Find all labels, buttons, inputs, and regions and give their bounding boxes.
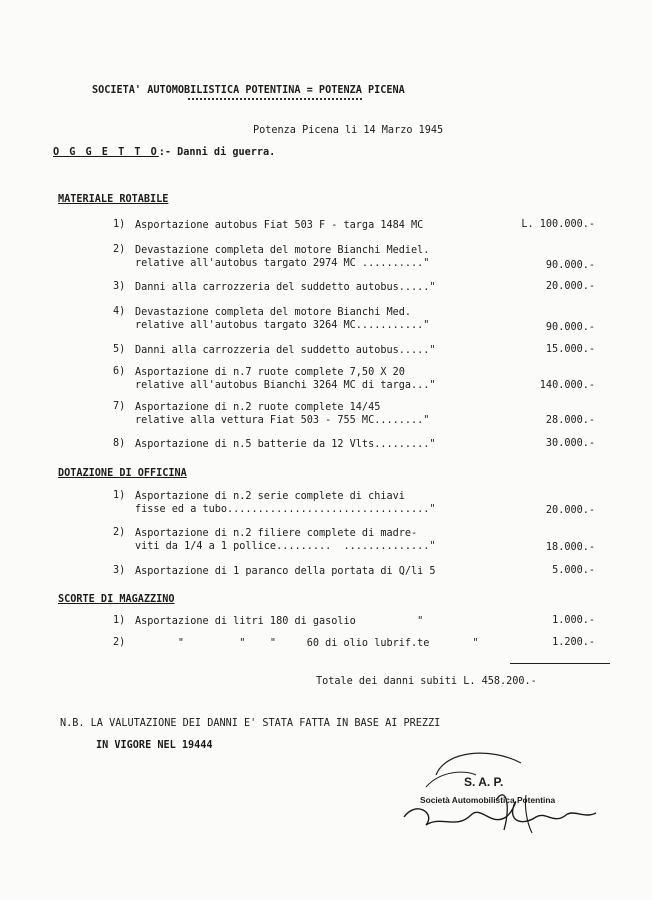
item-text: Asportazione di n.2 filiere complete di madre- viti da 1/4 a 1 pollice......... .............." (135, 528, 436, 552)
section-title-dotazione-officina: DOTAZIONE DI OFFICINA (58, 468, 187, 479)
item-text: Asportazione di n.7 ruote complete 7,50 X 20 relative all'autobus Bianchi 3264 MC di targa..." (135, 367, 436, 391)
total-rule (510, 663, 610, 664)
header-underline (188, 98, 362, 100)
item-text: Danni alla carrozzeria del suddetto autobus....." (135, 282, 436, 293)
section-title-scorte-magazzino: SCORTE DI MAGAZZINO (58, 594, 175, 605)
item-number: 1) (113, 490, 126, 501)
subject-line (53, 147, 275, 158)
company-stamp (396, 745, 606, 840)
item-text: Asportazione di n.2 serie complete di chiavi fisse ed a tubo................................." (135, 491, 436, 515)
item-amount: 30.000.- (545, 438, 595, 449)
item-amount: 20.000.- (545, 505, 595, 516)
item-number: 2) (113, 527, 126, 538)
item-amount: 90.000.- (545, 260, 595, 271)
item-number: 3) (113, 281, 126, 292)
item-number: 4) (113, 306, 126, 317)
item-amount: 28.000.- (545, 415, 595, 426)
signature-icon (396, 745, 606, 840)
item-amount: L. 100.000.- (521, 219, 595, 230)
item-amount: 1.200.- (552, 637, 595, 648)
item-text: Danni alla carrozzeria del suddetto autobus....." (135, 345, 436, 356)
item-number: 1) (113, 219, 126, 230)
item-text: " " " 60 di olio lubrif.te " (135, 638, 479, 649)
subject-label: O G G E T T O (53, 147, 159, 158)
section-title-materiale-rotabile: MATERIALE ROTABILE (58, 194, 169, 205)
item-amount: 140.000.- (539, 380, 595, 391)
item-text: Asportazione di n.2 ruote complete 14/45 relative alla vettura Fiat 503 - 755 MC........" (135, 402, 430, 426)
stamp-subtitle: Società Automobilistica Potentina (420, 795, 556, 805)
list-item (113, 565, 603, 609)
item-amount: 1.000.- (552, 615, 595, 626)
item-number: 1) (113, 615, 126, 626)
list-item (113, 637, 603, 681)
item-text: Asportazione di 1 paranco della portata di Q/li 5 (135, 566, 436, 577)
total-line: Totale dei danni subiti L. 458.200.- (316, 676, 537, 687)
subject-text: :- Danni di guerra. (158, 147, 276, 158)
date-line: Potenza Picena li 14 Marzo 1945 (253, 125, 444, 136)
item-amount: 5.000.- (552, 565, 595, 576)
item-amount: 18.000.- (545, 542, 595, 553)
item-text: Devastazione completa del motore Bianchi Mediel. relative all'autobus targato 2974 MC .........." (135, 245, 430, 269)
item-amount: 90.000.- (545, 322, 595, 333)
item-text: Asportazione autobus Fiat 503 F - targa 1484 MC (135, 220, 424, 231)
item-text: Asportazione di n.5 batterie da 12 Vlts........." (135, 439, 436, 450)
item-number: 8) (113, 438, 126, 449)
item-number: 2) (113, 637, 126, 648)
stamp-title: S. A. P. (464, 775, 504, 789)
item-number: 2) (113, 244, 126, 255)
item-text: Devastazione completa del motore Bianchi Med. relative all'autobus targato 3264 MC..........." (135, 307, 430, 331)
note-line-2: IN VIGORE NEL 19444 (96, 740, 213, 751)
item-number: 5) (113, 344, 126, 355)
company-header: SOCIETA' AUTOMOBILISTICA POTENTINA = POTENZA PICENA (92, 85, 405, 96)
item-amount: 20.000.- (545, 281, 595, 292)
item-number: 7) (113, 401, 126, 412)
note-line-1: N.B. LA VALUTAZIONE DEI DANNI E' STATA FATTA IN BASE AI PREZZI (60, 718, 441, 729)
item-number: 6) (113, 366, 126, 377)
item-amount: 15.000.- (545, 344, 595, 355)
item-number: 3) (113, 565, 126, 576)
item-text: Asportazione di litri 180 di gasolio " (135, 616, 424, 627)
